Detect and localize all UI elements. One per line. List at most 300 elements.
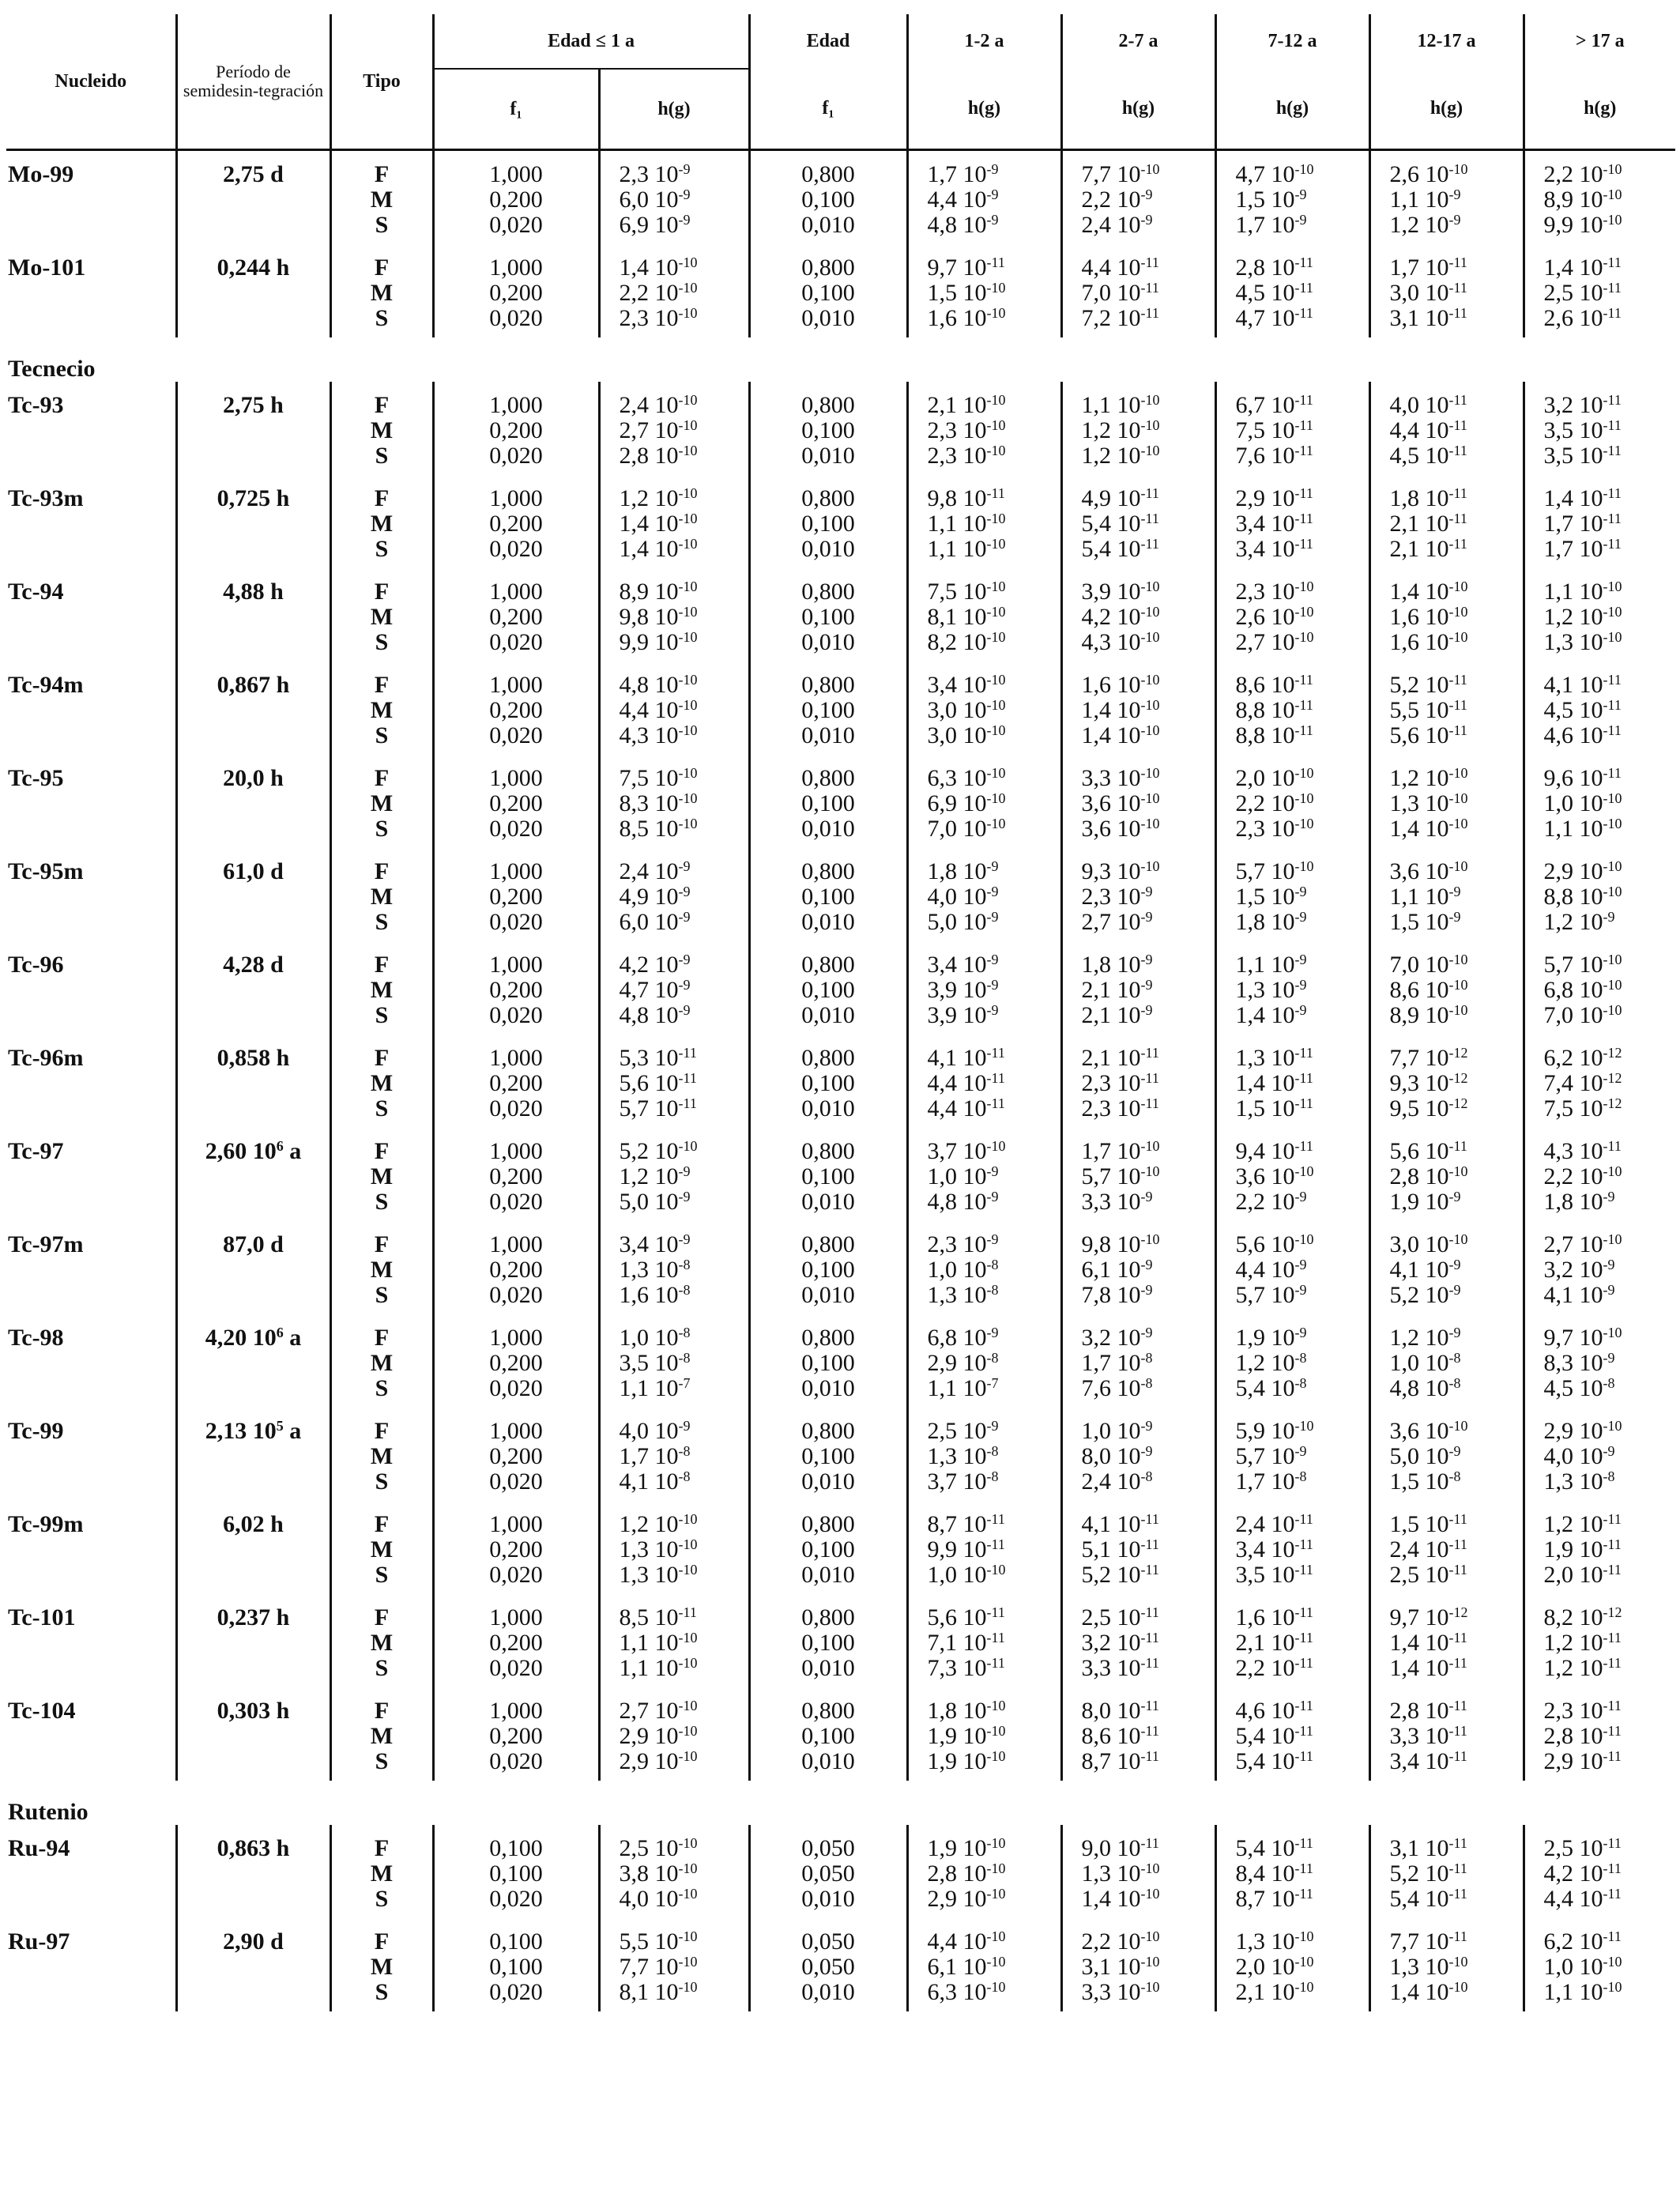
half-life	[176, 150, 330, 245]
half-life-value: 4,28 d	[223, 952, 284, 978]
hg-infant	[599, 1501, 749, 1594]
exponent: -11	[1294, 1511, 1313, 1528]
exponent: -10	[1448, 765, 1468, 782]
exponent: -11	[1140, 1045, 1159, 1061]
absorption-type	[330, 1594, 433, 1687]
mantissa: 2,3 10	[619, 161, 679, 187]
absorption-type	[330, 568, 433, 662]
mantissa: 4,4 10	[927, 187, 987, 213]
exponent: -10	[678, 697, 698, 714]
hg-value	[928, 1605, 1060, 1630]
header-2-7a: 2-7 a	[1061, 14, 1215, 69]
half-life-value: 0,237 h	[217, 1604, 290, 1630]
mantissa: 2,8 10	[1235, 254, 1295, 281]
exponent: -10	[986, 816, 1006, 832]
hg-value	[1544, 1071, 1676, 1096]
exponent: -9	[1140, 1325, 1153, 1341]
hg-value	[1544, 1351, 1676, 1376]
hg-value	[1390, 1698, 1523, 1724]
hg-7-12a	[1215, 755, 1369, 848]
hg-1-2a	[907, 1221, 1061, 1314]
mantissa: 1,1 10	[1235, 952, 1295, 978]
mantissa: 8,7 10	[927, 1511, 987, 1537]
hg-value	[928, 537, 1060, 562]
half-life	[176, 1825, 330, 1918]
hg-value	[1544, 1257, 1676, 1283]
half-life-value: 4,88 h	[223, 579, 284, 605]
mantissa: 2,3 10	[1081, 884, 1141, 910]
hg-value	[928, 884, 1060, 910]
hg-infant	[599, 1825, 749, 1918]
hg-value	[1390, 978, 1523, 1003]
type-value: S	[375, 1468, 389, 1495]
exponent: -11	[1294, 305, 1313, 322]
f1-value: 0,010	[801, 1886, 855, 1912]
hg-value	[620, 1351, 748, 1376]
header-gt17a: > 17 a	[1524, 14, 1675, 69]
exponent: -10	[1294, 604, 1314, 620]
header-7-12a: 7-12 a	[1215, 14, 1369, 69]
mantissa: 1,3 10	[927, 1282, 987, 1308]
half-life-exponent: 6	[276, 1138, 284, 1155]
hg-value	[1390, 1630, 1523, 1656]
exponent: -10	[1140, 1979, 1160, 1996]
exponent: -11	[1140, 1723, 1159, 1740]
hg-2-7a	[1061, 1221, 1215, 1314]
mantissa: 1,2 10	[1543, 1511, 1603, 1537]
mantissa: 5,4 10	[1235, 1748, 1295, 1774]
hg-value	[1236, 1096, 1369, 1122]
f1-value: 0,010	[801, 1655, 855, 1681]
mantissa: 1,2 10	[1543, 604, 1603, 630]
mantissa: 1,8 10	[1081, 952, 1141, 978]
f1-value: 0,010	[801, 443, 855, 469]
hg-2-7a	[1061, 1501, 1215, 1594]
mantissa: 8,7 10	[1235, 1886, 1295, 1912]
exponent: -10	[986, 672, 1006, 688]
hg-value	[620, 306, 748, 331]
mantissa: 4,4 10	[1235, 1257, 1295, 1283]
half-life-value: 0,858 h	[217, 1045, 290, 1071]
hg-value	[620, 1929, 748, 1955]
mantissa: 3,8 10	[619, 1860, 679, 1887]
mantissa: 2,6 10	[1543, 305, 1603, 331]
exponent: -8	[986, 1468, 999, 1485]
mantissa: 1,1 10	[927, 536, 987, 562]
exponent: -11	[1294, 485, 1313, 502]
f1-value: 0,020	[489, 305, 543, 331]
f1-child	[749, 1594, 907, 1687]
exponent: -10	[678, 816, 698, 832]
mantissa: 1,2 10	[1543, 1655, 1603, 1681]
exponent: -10	[1603, 790, 1622, 807]
mantissa: 2,5 10	[1543, 1835, 1603, 1861]
hg-infant	[599, 1314, 749, 1408]
hg-value	[1544, 952, 1676, 978]
f1-value: 1,000	[489, 392, 543, 418]
mantissa: 7,5 10	[1235, 417, 1295, 443]
exponent: -11	[986, 1045, 1005, 1061]
f1-value: 0,800	[801, 765, 855, 791]
f1-value: 0,100	[801, 697, 855, 723]
type-value: F	[374, 392, 390, 418]
mantissa: 5,4 10	[1235, 1723, 1295, 1749]
hg-value	[1390, 1257, 1523, 1283]
hg-2-7a	[1061, 1687, 1215, 1781]
mantissa: 2,2 10	[1543, 161, 1603, 187]
f1-value: 0,100	[801, 1350, 855, 1376]
type-value: F	[374, 1604, 390, 1630]
f1-value: 0,020	[489, 1748, 543, 1774]
nuclide-name: Tc-93m	[6, 475, 176, 568]
exponent: -10	[986, 392, 1006, 409]
hg-1-2a	[907, 1687, 1061, 1781]
hg-2-7a	[1061, 1408, 1215, 1501]
mantissa: 2,9 10	[1235, 485, 1295, 511]
exponent: -8	[1294, 1375, 1307, 1392]
half-life	[176, 1221, 330, 1314]
hg-2-7a	[1061, 1128, 1215, 1221]
f1-value: 0,800	[801, 485, 855, 511]
hg-value	[1236, 213, 1369, 238]
half-life-value: 2,60 10	[205, 1138, 277, 1164]
mantissa: 6,3 10	[927, 1979, 987, 2005]
hg-value	[1082, 1046, 1215, 1071]
hg-value	[620, 952, 748, 978]
hg-value	[928, 1563, 1060, 1588]
hg-value	[928, 1325, 1060, 1351]
f1-value: 0,800	[801, 858, 855, 884]
half-life-unit: a	[283, 1325, 302, 1351]
mantissa: 5,2 10	[1389, 672, 1449, 698]
mantissa: 1,3 10	[1389, 790, 1449, 816]
mantissa: 2,8 10	[1389, 1698, 1449, 1724]
exponent: -11	[1294, 1698, 1313, 1714]
hg-value	[928, 1189, 1060, 1215]
mantissa: 6,1 10	[927, 1954, 987, 1980]
type-value: M	[370, 1630, 394, 1656]
hg-7-12a	[1215, 1501, 1369, 1594]
f1-child	[749, 1221, 907, 1314]
f1-value: 0,100	[801, 790, 855, 816]
mantissa: 2,6 10	[1235, 604, 1295, 630]
hg-2-7a	[1061, 755, 1215, 848]
f1-infant	[433, 941, 599, 1035]
mantissa: 7,7 10	[1389, 1045, 1449, 1071]
f1-value: 1,000	[489, 161, 543, 187]
exponent: -11	[1448, 443, 1467, 459]
exponent: -9	[678, 161, 691, 178]
table-row	[6, 475, 1675, 568]
mantissa: 3,3 10	[1081, 1979, 1141, 2005]
hg-value	[1236, 162, 1369, 187]
exponent: -11	[1603, 1886, 1622, 1902]
hg-value	[1544, 1283, 1676, 1308]
exponent: -10	[1140, 161, 1160, 178]
hg-infant	[599, 1035, 749, 1128]
mantissa: 4,8 10	[619, 672, 679, 698]
nuclide-name: Mo-99	[6, 150, 176, 245]
hg-value	[928, 579, 1060, 605]
type-value: S	[375, 1375, 389, 1401]
hg-value	[1390, 418, 1523, 443]
exponent: -10	[1140, 722, 1160, 739]
exponent: -10	[1140, 417, 1160, 434]
exponent: -10	[678, 1979, 698, 1996]
hg-value	[1082, 1698, 1215, 1724]
hg-value	[1236, 859, 1369, 884]
exponent: -10	[1448, 816, 1468, 832]
exponent: -10	[1294, 816, 1314, 832]
hg-value	[620, 1512, 748, 1537]
hg-value	[1236, 1325, 1369, 1351]
hg-value	[1082, 1376, 1215, 1401]
exponent: -11	[1448, 1886, 1467, 1902]
exponent: -10	[986, 765, 1006, 782]
exponent: -11	[1294, 417, 1313, 434]
hg-value	[1390, 486, 1523, 511]
mantissa: 3,5 10	[1543, 443, 1603, 469]
hg-value	[928, 859, 1060, 884]
hg-value	[928, 1887, 1060, 1912]
hg-value	[1236, 1046, 1369, 1071]
mantissa: 1,4 10	[1081, 697, 1141, 723]
header-hg-1-2a: h(g)	[907, 69, 1061, 150]
hg-value	[1544, 1164, 1676, 1189]
mantissa: 1,5 10	[1389, 909, 1449, 935]
hg-12-17a	[1369, 1918, 1524, 2011]
hg-1-2a	[907, 1408, 1061, 1501]
half-life-value: 2,75 h	[223, 392, 284, 418]
hg-infant	[599, 1221, 749, 1314]
exponent: -10	[1140, 1860, 1160, 1877]
exponent: -10	[1140, 392, 1160, 409]
mantissa: 4,5 10	[1543, 697, 1603, 723]
hg-value	[1544, 306, 1676, 331]
hg-value	[1544, 579, 1676, 605]
f1-value: 0,010	[801, 536, 855, 562]
mantissa: 1,8 10	[927, 1698, 987, 1724]
mantissa: 3,5 10	[619, 1350, 679, 1376]
f1-value: 0,100	[801, 604, 855, 630]
half-life-exponent: 6	[276, 1325, 284, 1341]
mantissa: 4,5 10	[1543, 1375, 1603, 1401]
mantissa: 8,2 10	[1543, 1604, 1603, 1630]
mantissa: 9,7 10	[1543, 1325, 1603, 1351]
f1-child	[749, 1408, 907, 1501]
header-nucleido: Nucleido	[6, 14, 176, 150]
hg-value	[1236, 1071, 1369, 1096]
f1-value: 1,000	[489, 765, 543, 791]
mantissa: 8,1 10	[619, 1979, 679, 2005]
f1-value: 0,010	[801, 1375, 855, 1401]
mantissa: 7,8 10	[1081, 1282, 1141, 1308]
exponent: -9	[1140, 977, 1153, 993]
hg-value	[1082, 1955, 1215, 1980]
mantissa: 3,1 10	[1389, 305, 1449, 331]
exponent: -11	[1140, 1511, 1159, 1528]
mantissa: 6,8 10	[927, 1325, 987, 1351]
hg-value	[620, 910, 748, 935]
exponent: -10	[1603, 977, 1622, 993]
hg-12-17a	[1369, 941, 1524, 1035]
f1-value: 1,000	[489, 1138, 543, 1164]
exponent: -7	[986, 1375, 999, 1392]
hg-gt17a	[1524, 1314, 1675, 1408]
exponent: -9	[1603, 1282, 1615, 1299]
hg-value	[1390, 537, 1523, 562]
f1-value: 0,200	[489, 511, 543, 537]
element-row	[6, 337, 1675, 382]
hg-value	[620, 859, 748, 884]
hg-value	[1236, 579, 1369, 605]
exponent: -11	[1140, 1604, 1159, 1621]
hg-value	[1544, 723, 1676, 748]
hg-value	[1544, 910, 1676, 935]
hg-value	[1544, 1096, 1676, 1122]
f1-value: 0,010	[801, 1468, 855, 1495]
hg-value	[1390, 1724, 1523, 1749]
type-value: S	[375, 443, 389, 469]
mantissa: 4,3 10	[619, 722, 679, 748]
hg-value	[928, 1376, 1060, 1401]
f1-value: 0,100	[801, 1163, 855, 1189]
hg-value	[928, 1232, 1060, 1257]
mantissa: 2,9 10	[1543, 858, 1603, 884]
mantissa: 4,4 10	[1389, 417, 1449, 443]
hg-value	[1390, 1096, 1523, 1122]
hg-value	[1082, 1283, 1215, 1308]
exponent: -11	[1603, 1748, 1622, 1765]
hg-value	[620, 1071, 748, 1096]
mantissa: 1,7 10	[1543, 536, 1603, 562]
mantissa: 9,6 10	[1543, 765, 1603, 791]
exponent: -10	[1140, 765, 1160, 782]
hg-1-2a	[907, 475, 1061, 568]
mantissa: 4,4 10	[927, 1928, 987, 1955]
hg-12-17a	[1369, 1687, 1524, 1781]
exponent: -9	[1603, 1350, 1615, 1367]
hg-value	[928, 910, 1060, 935]
exponent: -10	[1140, 672, 1160, 688]
type-value: M	[370, 1723, 394, 1749]
f1-value: 0,200	[489, 280, 543, 306]
hg-value	[620, 673, 748, 698]
exponent: -9	[1294, 187, 1307, 203]
f1-value: 1,000	[489, 1604, 543, 1630]
mantissa: 1,5 10	[927, 280, 987, 306]
f1-value: 1,000	[489, 579, 543, 605]
exponent: -10	[986, 1562, 1006, 1578]
hg-value	[1544, 1656, 1676, 1681]
mantissa: 1,8 10	[1235, 909, 1295, 935]
hg-value	[1082, 630, 1215, 655]
type-value: M	[370, 977, 394, 1003]
type-value: S	[375, 305, 389, 331]
mantissa: 5,6 10	[619, 1070, 679, 1096]
hg-value	[620, 1444, 748, 1469]
hg-value	[928, 393, 1060, 418]
f1-infant	[433, 1825, 599, 1918]
hg-7-12a	[1215, 475, 1369, 568]
exponent: -10	[986, 1928, 1006, 1945]
type-value: F	[374, 1325, 390, 1351]
mantissa: 1,1 10	[927, 1375, 987, 1401]
exponent: -11	[1140, 1562, 1159, 1578]
mantissa: 1,8 10	[1543, 1189, 1603, 1215]
hg-1-2a	[907, 150, 1061, 245]
exponent: -11	[1603, 1562, 1622, 1578]
mantissa: 7,5 10	[927, 579, 987, 605]
exponent: -10	[1603, 1002, 1622, 1019]
hg-value	[1236, 1861, 1369, 1887]
f1-value: 0,010	[801, 629, 855, 655]
exponent: -9	[1294, 909, 1307, 925]
mantissa: 2,0 10	[1543, 1562, 1603, 1588]
hg-infant	[599, 755, 749, 848]
mantissa: 8,6 10	[1389, 977, 1449, 1003]
exponent: -8	[1140, 1350, 1153, 1367]
hg-value	[620, 418, 748, 443]
hg-value	[928, 1630, 1060, 1656]
mantissa: 2,1 10	[1235, 1630, 1295, 1656]
hg-value	[1390, 1232, 1523, 1257]
table-body	[6, 150, 1675, 2012]
hg-12-17a	[1369, 150, 1524, 245]
hg-value	[1544, 1003, 1676, 1028]
type-value: M	[370, 1070, 394, 1096]
f1-value: 0,020	[489, 1655, 543, 1681]
hg-gt17a	[1524, 1687, 1675, 1781]
mantissa: 1,7 10	[1081, 1138, 1141, 1164]
hg-value	[1236, 255, 1369, 281]
hg-value	[928, 1656, 1060, 1681]
exponent: -11	[1603, 254, 1622, 271]
mantissa: 1,7 10	[1389, 254, 1449, 281]
exponent: -10	[678, 536, 698, 552]
type-value: F	[374, 672, 390, 698]
hg-value	[1544, 605, 1676, 630]
hg-2-7a	[1061, 568, 1215, 662]
hg-value	[1236, 723, 1369, 748]
f1-child	[749, 1687, 907, 1781]
header-tipo: Tipo	[330, 14, 433, 150]
half-life	[176, 244, 330, 337]
f1-infant	[433, 475, 599, 568]
hg-1-2a	[907, 1035, 1061, 1128]
mantissa: 2,0 10	[1235, 1954, 1295, 1980]
hg-value	[1082, 791, 1215, 816]
header-f1: f₁	[749, 69, 907, 150]
type-value: S	[375, 1655, 389, 1681]
f1-value: 0,050	[801, 1928, 855, 1955]
f1-value: 0,100	[801, 417, 855, 443]
exponent: -10	[1140, 579, 1160, 595]
mantissa: 5,4 10	[1389, 1886, 1449, 1912]
exponent: -11	[986, 254, 1005, 271]
exponent: -11	[1448, 1835, 1467, 1852]
hg-gt17a	[1524, 662, 1675, 755]
table-row	[6, 568, 1675, 662]
exponent: -11	[1603, 443, 1622, 459]
exponent: -10	[1294, 1231, 1314, 1248]
exponent: -10	[678, 485, 698, 502]
f1-value: 0,200	[489, 1163, 543, 1189]
exponent: -10	[1603, 858, 1622, 875]
exponent: -11	[678, 1045, 697, 1061]
hg-value	[928, 1003, 1060, 1028]
type-value: F	[374, 1698, 390, 1724]
